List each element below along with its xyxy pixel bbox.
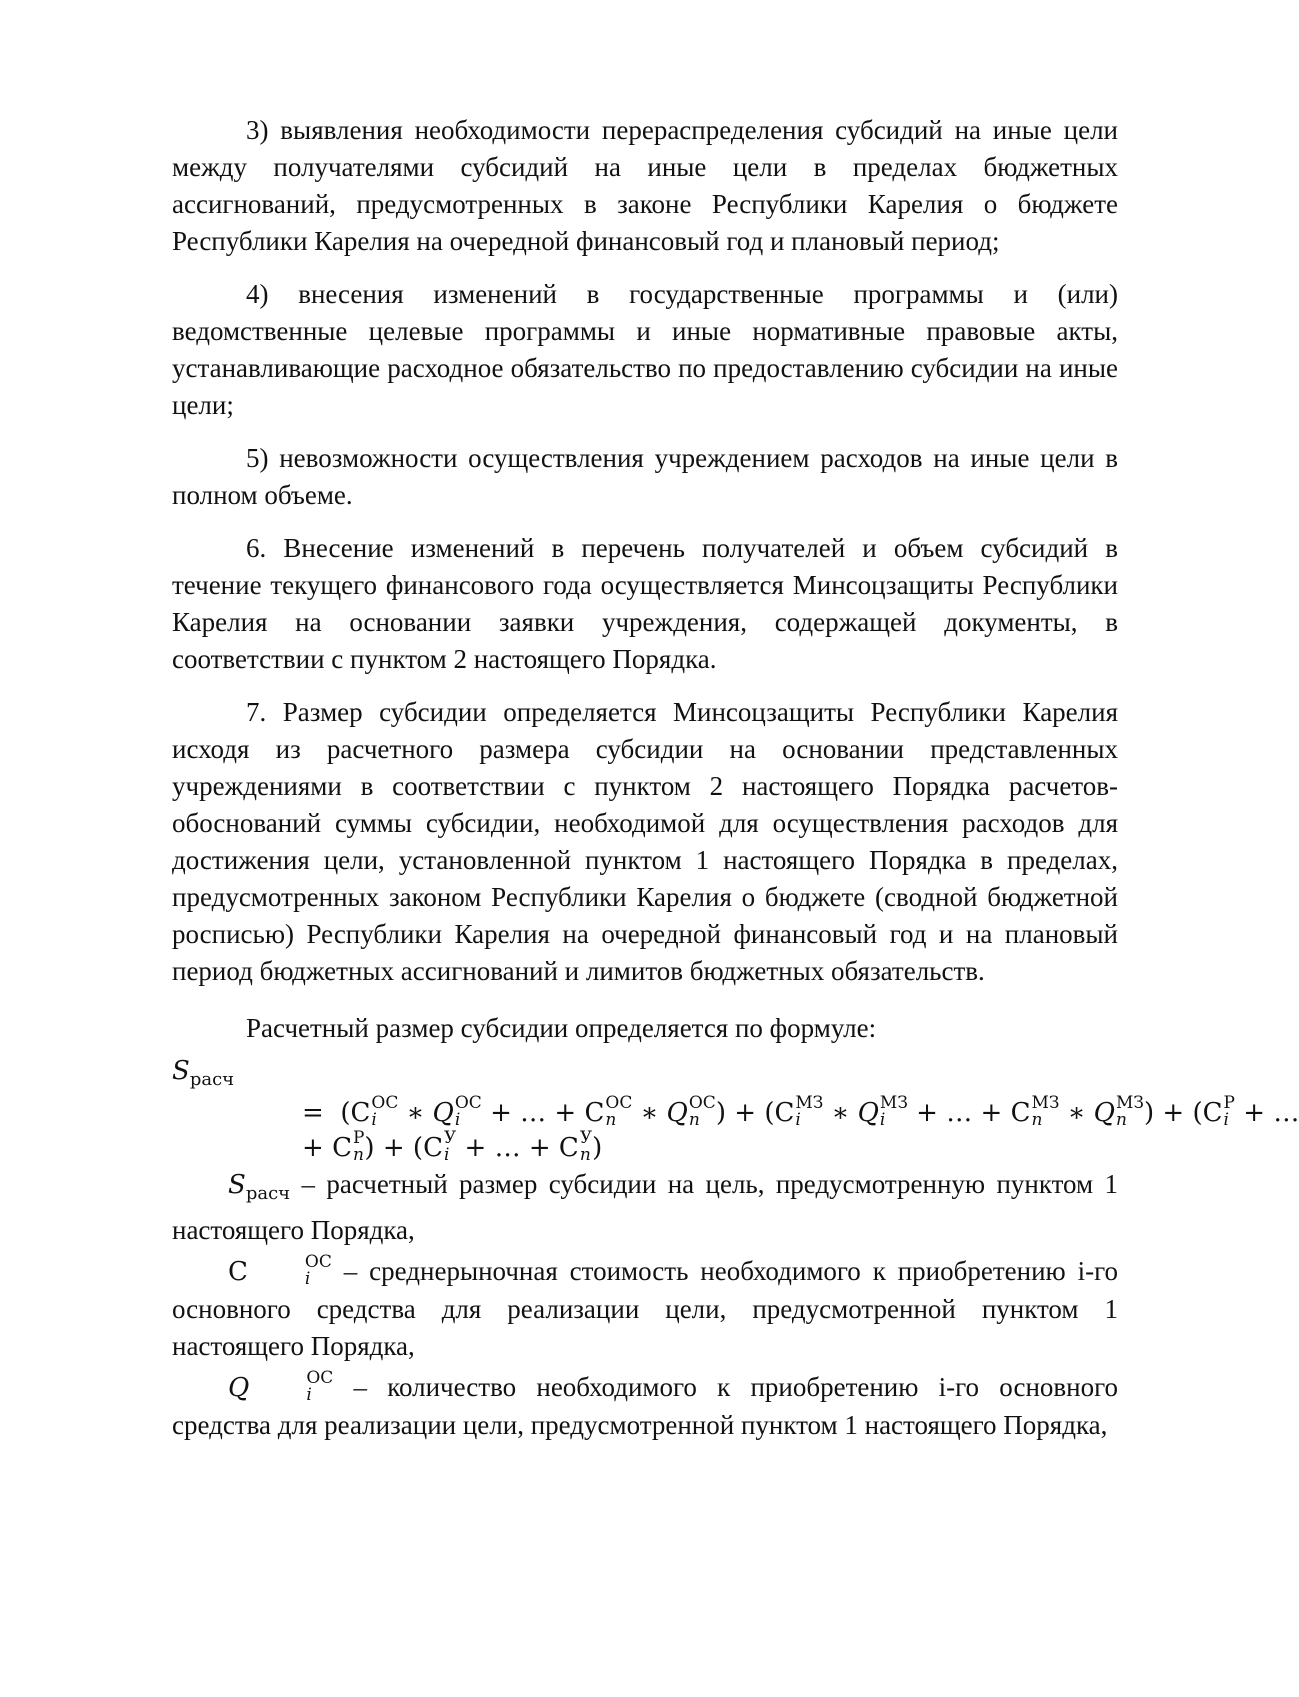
document-page: [172, 112, 1299, 1444]
definition-q-os: Q ОС i – количество необходимого к приобретению i-го основного средства для реализации цели, предусмотренной пунктом 1 настоящего Порядка,: [172, 1368, 1118, 1440]
formula-line-1: = (С ОС i ∗ Q ОС i + … + С ОС n ∗ Q ОС n ) + (С МЗ i ∗ Q МЗ i + … + С МЗ n ∗ Q МЗ n ) + (С Р i + …: [302, 1093, 1299, 1130]
paragraph-item-3: 3) выявления необходимости перераспределения субсидий на иные цели между получателями субсидий на иные цели в пределах бюджетных ассигнований, предусмотренных в законе Республики Карелия о бюджете Республики Карелия на очередной финансовый год и плановый период;: [172, 115, 1118, 256]
paragraph-point-7: 7. Размер субсидии определяется Минсоцзащиты Республики Карелия исходя из расчетного размера субсидии на основании представленных учреждениями в соответствии с пунктом 2 настоящего Порядка расчетов-обоснований суммы субсидии, необходимой для осуществления расходов для достижения цели, установленной пунктом 1 настоящего Порядка в пределах, предусмотренных законом Республики Карелия о бюджете (сводной бюджетной росписью) Республики Карелия на очередной финансовый год и на плановый период бюджетных ассигнований и лимитов бюджетных обязательств.: [172, 697, 1118, 986]
paragraph-item-5: 5) невозможности осуществления учреждением расходов на иные цели в полном объеме.: [172, 443, 1118, 510]
formula-lhs: $S_{расч}$: [172, 1056, 235, 1090]
paragraph-point-6: 6. Внесение изменений в перечень получателей и объем субсидий в течение текущего финансового года осуществляется Минсоцзащиты Республики Карелия на основании заявки учреждения, содержащей документы, в соответствии с пунктом 2 настоящего Порядка.: [172, 533, 1118, 674]
formula-intro: Расчетный размер субсидии определяется по формуле:: [246, 1013, 877, 1043]
definition-c-os: С ОС i – среднерыночная стоимость необходимого к приобретению i-го основного средства для реализации цели, предусмотренной пунктом 1 настоящего Порядка,: [172, 1252, 1118, 1361]
formula-line-2: + С Р n ) + (С У i + … + С У n ): [302, 1128, 603, 1165]
paragraph-item-4: 4) внесения изменений в государственные программы и (или) ведомственные целевые программы и иные нормативные правовые акты, устанавливающие расходное обязательство по предоставлению субсидии на иные цели;: [172, 279, 1118, 420]
definition-s-calc: $S_{расч}$ – расчетный размер субсидии на цель, предусмотренную пунктом 1 настоящего Порядка,: [172, 1169, 1118, 1245]
